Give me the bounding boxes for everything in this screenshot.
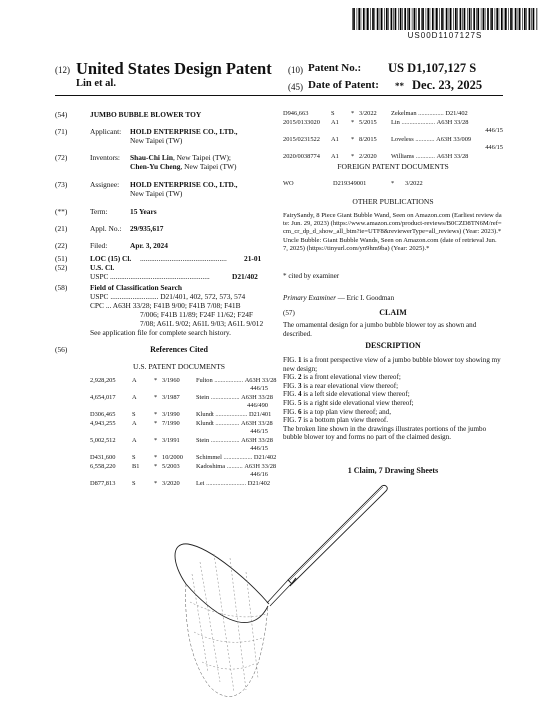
barcode-bar (471, 8, 472, 30)
barcode-bar (531, 8, 532, 30)
barcode-bar (407, 8, 408, 30)
applicant-name: HOLD ENTERPRISE CO., LTD., (130, 127, 238, 136)
barcode-bar (510, 8, 512, 30)
uspc-value: D21/402 (232, 272, 258, 281)
barcode-bar (518, 8, 519, 30)
code-term: (**) (55, 207, 68, 216)
us-patent-documents-heading: U.S. PATENT DOCUMENTS (133, 362, 225, 371)
loc-dots: ............................................... (140, 254, 227, 263)
barcode-bar (529, 8, 531, 30)
barcode-bar (446, 8, 448, 30)
description-text (283, 356, 503, 442)
barcode-bar (457, 8, 458, 30)
applicant-location: New Taipei (TW) (130, 136, 183, 145)
code-56: (56) (55, 345, 68, 354)
barcode-bar (422, 8, 424, 30)
barcode-bar (398, 8, 399, 30)
barcode-bar (384, 8, 385, 30)
barcode-bar (408, 8, 410, 30)
barcode-bar (430, 8, 431, 30)
barcode-bar (391, 8, 393, 30)
filed-label: Filed: (90, 241, 108, 250)
applicant-label: Applicant: (90, 127, 122, 136)
barcode-bar (453, 8, 454, 30)
inventor-2: Chen-Yu Cheng, New Taipei (TW) (130, 162, 237, 171)
code-51: (51) (55, 254, 68, 263)
barcode-bar (377, 8, 379, 30)
barcode-bar (432, 8, 434, 30)
foreign-patent-documents-heading: FOREIGN PATENT DOCUMENTS (337, 162, 449, 171)
wand-net-outline (186, 584, 268, 696)
barcode-bar (435, 8, 436, 30)
assignee-location: New Taipei (TW) (130, 189, 183, 198)
description-fig-5: FIG. 5 is a right side elevational view thereof; (283, 398, 414, 407)
reference-row: 6,558,220 B1 * 5/2003 Kadoshima .......... A63H 33/28 (90, 463, 277, 470)
barcode-bar (490, 8, 491, 30)
wand-rod (267, 580, 292, 606)
description-fig-6: FIG. 6 is a top plan view thereof; and, (283, 407, 391, 416)
header-rule (55, 95, 503, 96)
barcode-bar (443, 8, 444, 30)
barcode-bar (414, 8, 416, 30)
description-broken-line-note: The broken line shown in the drawings illustrates portions of the jumbo bubble blower toy and forms no part of the claimed design. (283, 424, 487, 442)
reference-continuation: 446/15 (485, 144, 503, 151)
barcode-bar (388, 8, 389, 30)
claim-heading: CLAIM (379, 308, 407, 317)
barcode-bar (533, 8, 535, 30)
code-71: (71) (55, 127, 68, 136)
other-publications-heading: OTHER PUBLICATIONS (352, 197, 434, 206)
barcode-bar (508, 8, 509, 30)
barcode-bar (357, 8, 358, 30)
barcode-bar (460, 8, 462, 30)
reference-continuation: 446/15 (485, 127, 503, 134)
appl-no-value: 29/935,617 (130, 224, 164, 233)
description-fig-3: FIG. 3 is a rear elevational view thereof; (283, 381, 399, 390)
filed-value: Apr. 3, 2024 (130, 241, 168, 250)
primary-examiner: Primary Examiner — Eric I. Goodman (283, 294, 395, 302)
barcode-bar (400, 8, 402, 30)
barcode-bar (469, 8, 471, 30)
wand-net-strands (192, 554, 258, 692)
reference-continuation: 446/15 (250, 445, 268, 452)
description-fig-2: FIG. 2 is a front elevational view thereof; (283, 373, 401, 382)
barcode-bar (370, 8, 371, 30)
reference-row: D306,465 S * 3/1990 Klundt .................... D21/401 (90, 411, 272, 418)
barcode-bar (462, 8, 463, 30)
patent-date: Dec. 23, 2025 (412, 78, 483, 92)
uspc-label: USPC (90, 272, 109, 281)
barcode-bar (491, 8, 493, 30)
barcode-bar (485, 8, 486, 30)
reference-continuation: 446/15 (250, 428, 268, 435)
reference-row: 2020/0038774 A1 * 2/2020 Williams ............ A63H 33/28 (283, 153, 469, 160)
barcode-bar (381, 8, 383, 30)
barcode-bar (380, 8, 381, 30)
code-12: (12) (55, 65, 70, 75)
barcode-bar (536, 8, 537, 30)
description-fig-1: FIG. 1 is a front perspective view of a jumbo bubble blower toy showing my new design; (283, 356, 501, 373)
barcode-bar (467, 8, 468, 30)
code-52: (52) (55, 263, 68, 272)
assignee-label: Assignee: (90, 180, 120, 189)
inventor-1: Shau-Chi Lin, New Taipei (TW); (130, 153, 231, 162)
barcode-bar (352, 8, 353, 30)
barcode-bar (372, 8, 374, 30)
patent-no-label: Patent No.: (308, 62, 362, 74)
claims-sheets: 1 Claim, 7 Drawing Sheets (347, 466, 439, 475)
barcode-bar (439, 8, 440, 30)
barcode (352, 8, 538, 30)
barcode-bar (358, 8, 360, 30)
description-fig-4: FIG. 4 is a left side elevational view thereof; (283, 390, 410, 399)
search-line-1: USPC .......................... D21/401, 402, 572, 573, 574 (90, 292, 246, 301)
barcode-bar (524, 8, 526, 30)
barcode-bar (473, 8, 475, 30)
inventor-line: Lin et al. (76, 78, 116, 89)
term-value: 15 Years (130, 207, 157, 216)
reference-row: D877,813 S * 3/2020 Lei ......................... D21/402 (90, 480, 271, 487)
code-73: (73) (55, 180, 68, 189)
design-title: JUMBO BUBBLE BLOWER TOY (90, 110, 202, 119)
barcode-bar (522, 8, 523, 30)
references-cited-heading: References Cited (150, 345, 208, 354)
reference-row: 2,928,205 A * 3/1960 Fulton .................. A63H 33/28 (90, 377, 277, 384)
barcode-bar (477, 8, 479, 30)
barcode-bar (504, 8, 505, 30)
loc-value: 21-01 (244, 254, 262, 263)
barcode-bar (436, 8, 438, 30)
other-publication-2: Uncle Bubble: Giant Bubble Wands, Seen on Amazon.com (date of retrieval Jun. 7, 2025) (https://tinyurl.com/yn9hm9ba) (Year: 2025).* (283, 237, 497, 252)
barcode-bar (505, 8, 507, 30)
barcode-number: US00D1107127S (407, 31, 483, 40)
barcode-bar (361, 8, 362, 30)
barcode-bar (487, 8, 489, 30)
wand-handle-upper (288, 485, 387, 584)
wand-handle-line (289, 487, 383, 581)
assignee-name: HOLD ENTERPRISE CO., LTD., (130, 180, 238, 189)
barcode-bar (481, 8, 482, 30)
barcode-bar (496, 8, 498, 30)
code-21: (21) (55, 224, 68, 233)
date-of-patent-label: Date of Patent: (308, 79, 379, 91)
barcode-bar (499, 8, 500, 30)
barcode-bar (353, 8, 355, 30)
reference-continuation: 446/16 (250, 471, 268, 478)
claim-text: The ornamental design for a jumbo bubble blower toy as shown and described. (283, 321, 477, 338)
reference-row: 5,002,512 A * 3/1991 Stein .................. A63H 33/28 (90, 437, 273, 444)
barcode-bar (464, 8, 466, 30)
barcode-bar (450, 8, 452, 30)
barcode-bar (363, 8, 365, 30)
loc-label: LOC (15) Cl. (90, 254, 132, 263)
barcode-bar (421, 8, 422, 30)
barcode-bar (495, 8, 496, 30)
barcode-bar (366, 8, 367, 30)
us-cl-label: U.S. Cl. (90, 263, 115, 272)
barcode-bar (501, 8, 503, 30)
code-45: (45) (288, 82, 303, 92)
barcode-bar (519, 8, 521, 30)
field-of-search-label: Field of Classification Search (90, 283, 183, 292)
search-line-3: 7/006; F41B 11/89; F24F 11/62; F24F (140, 310, 254, 319)
reference-row: 2015/0133020 A1 * 5/2015 Lin ..................... A63H 33/28 (283, 119, 469, 126)
inventors-label: Inventors: (90, 153, 120, 162)
date-mark: ** (395, 81, 404, 91)
uspc-dots: ...................................................... (110, 272, 210, 281)
barcode-bar (515, 8, 517, 30)
barcode-bar (367, 8, 369, 30)
patent-number: US D1,107,127 S (388, 61, 477, 75)
barcode-bar (483, 8, 485, 30)
foreign-reference: WO D219349001 * 3/2022 (283, 180, 423, 187)
reference-continuation: 446/490 (247, 402, 268, 409)
barcode-bar (418, 8, 420, 30)
code-22: (22) (55, 241, 68, 250)
barcode-bar (393, 8, 394, 30)
reference-row: D431,600 S * 10/2000 Schimmel .................. D21/402 (90, 454, 277, 461)
code-54: (54) (55, 110, 68, 119)
barcode-bar (416, 8, 417, 30)
barcode-bar (512, 8, 513, 30)
barcode-bar (426, 8, 427, 30)
reference-row: 4,654,017 A * 3/1987 Stein .................. A63H 33/28 (90, 394, 273, 401)
appl-no-label: Appl. No.: (90, 224, 122, 233)
barcode-bar (427, 8, 429, 30)
barcode-bar (386, 8, 388, 30)
code-10: (10) (288, 65, 303, 75)
barcode-bar (526, 8, 527, 30)
reference-row: 4,943,255 A * 7/1990 Klundt ............... A63H 33/28 (90, 420, 273, 427)
code-57: (57) (283, 309, 295, 317)
reference-row: D946,663 S * 3/2022 Zekelman ................ D21/402 (283, 110, 468, 117)
term-label: Term: (90, 207, 108, 216)
barcode-bar (395, 8, 397, 30)
barcode-bar (449, 8, 450, 30)
wand-net-cross (190, 602, 266, 669)
barcode-bar (404, 8, 406, 30)
barcode-bar (412, 8, 413, 30)
barcode-bar (402, 8, 403, 30)
barcode-bar (441, 8, 443, 30)
description-fig-7: FIG. 7 is a bottom plan view thereof. (283, 416, 389, 425)
other-publications (283, 212, 503, 254)
document-title: United States Design Patent (76, 59, 272, 78)
description-heading: DESCRIPTION (365, 341, 421, 350)
search-line-2: CPC ... A63H 33/28; F41B 9/00; F41B 7/08; F41B (90, 301, 241, 310)
reference-continuation: 446/15 (250, 385, 268, 392)
barcode-bar (476, 8, 477, 30)
barcode-bar (455, 8, 457, 30)
barcode-bar (374, 8, 375, 30)
code-72: (72) (55, 153, 68, 162)
search-line-5: See application file for complete search history. (90, 328, 231, 337)
other-publication-1: FairySandy, 8 Piece Giant Bubble Wand, Seen on Amazon.com (Earliest review date: Jun. 29, 2023) (https://www.amazon.com/product-reviews/B0CZD8TN6M/ref=cm_cr_dp_d_show_all_btm?ie=UTF8&reviewerType=all_reviews) (Year: 2023).* (283, 212, 502, 235)
cited-by-examiner: * cited by examiner (283, 272, 340, 280)
bubble-wand-drawing (150, 482, 390, 712)
code-58: (58) (55, 283, 68, 292)
search-line-4: 7/08; A61L 9/02; A61L 9/03; A61L 9/012 (140, 319, 264, 328)
reference-row: 2015/0231522 A1 * 8/2015 Loveless ............ A63H 33/009 (283, 136, 472, 143)
